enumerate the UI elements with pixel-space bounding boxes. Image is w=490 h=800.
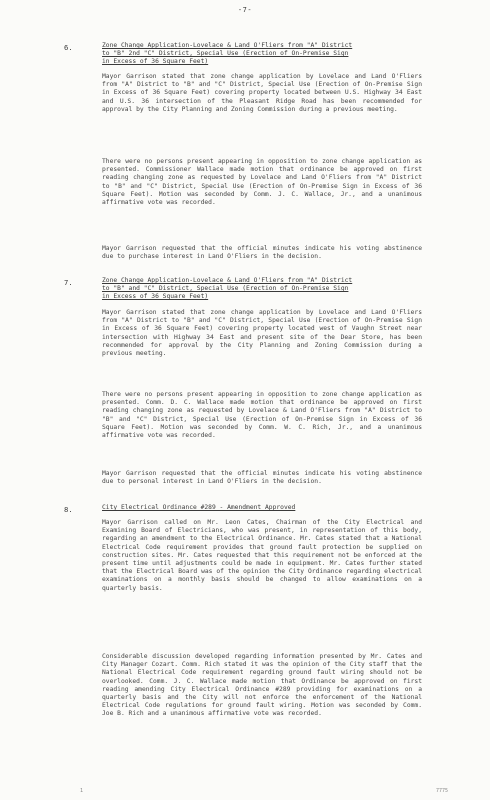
item-number: 7.: [64, 278, 73, 287]
item-paragraph: There were no persons present appearing in opposition to zone change application as presented. Commissioner Wallace made motion that ordinance be approved on first reading changing zone as requested by Lovelace and Land O'Fliers from "A" District to "B" and "C" District, Special Use (Erection of On-Premise Sign in Excess of 36 Square Feet). Motion was seconded by Comm. J. C. Wallace, Jr., and a unanimous affirmative vote was recorded.: [102, 158, 422, 207]
item-paragraph: There were no persons present appearing in opposition to zone change application as presented. Comm. D. C. Wallace made motion that ordinance be approved on first reading changing zone as requested by Lovelace & Land O'Fliers from "A" District to "B" and "C" District, Special Use (Erection of On-Premise Sign in Excess of 36 Square Feet). Motion was seconded by Comm. W. C. Rich, Jr., and a unanimous affirmative vote was recorded.: [102, 391, 422, 440]
item-number: 6.: [64, 43, 73, 52]
item-heading: City Electrical Ordinance #289 - Amendment Approved: [102, 504, 296, 511]
item-paragraph: Mayor Garrison called on Mr. Leon Cates, Chairman of the City Electrical and Examining Board of Electricians, who was present, in representation of this body, regarding an amendment to the Electrical Ordinance. Mr. Cates stated that a National Electrical Code requirement provides that ground fault protection be supplied on construction sites. Mr. Cates requested that this requirement not be enforced at the present time until adjustments could be made in equipment. Mr. Cates further stated that the Electrical Board was of the opinion the City Ordinance regarding electrical examinations on a monthly basis should be changed to allow examinations on a quarterly basis.: [102, 519, 422, 592]
item-number: 8.: [64, 505, 73, 514]
footer-left-mark: 1: [80, 788, 84, 794]
item-paragraph: Considerable discussion developed regarding information presented by Mr. Cates and City Manager Cozart. Comm. Rich stated it was the opinion of the City staff that the National Electrical Code requirement regarding ground fault wiring should not be overlooked. Comm. J. C. Wallace made motion that Ordinance be approved on first reading amending City Electrical Ordinance #289 providing for examinations on a quarterly basis and the City will not enforce the enforcement of the National Electrical Code regulations for ground fault wiring. Motion was seconded by Comm. Joe B. Rich and a unanimous affirmative vote was recorded.: [102, 653, 422, 718]
item-paragraph: Mayor Garrison stated that zone change application by Lovelace and Land O'Fliers from "A" District to "B" and "C" District, Special Use (Erection of On-Premise Sign in Excess of 36 Square Feet) covering property located west of Vaughn Street near intersection with Highway 34 East and present site of the Dear Store, has been recommended for approval by the City Planning and Zoning Commission during a previous meeting.: [102, 309, 422, 358]
page-number: -7-: [237, 6, 253, 14]
item-heading: Zone Change Application-Lovelace & Land O'Fliers from "A" District to "B" 2nd "C" District, Special Use (Erection of On-Premise Sign in Excess of 36 Square Feet): [102, 42, 353, 66]
footer-right-mark: 7775: [435, 788, 448, 794]
item-heading: Zone Change Application-Lovelace & Land O'Fliers from "A" District to "B" and "C" District, Special Use (Erection of On-Premise Sign in Excess of 36 Square Feet): [102, 277, 353, 301]
item-paragraph: Mayor Garrison requested that the official minutes indicate his voting abstinence due to purchase interest in Land O'Fliers in the decision.: [102, 245, 422, 261]
item-paragraph: Mayor Garrison stated that zone change application by Lovelace and Land O'Fliers from "A" District to "B" and "C" District, Special Use (Erection of On-Premise Sign in Excess of 36 Square Feet) covering property located between U.S. Highway 34 East and U.S. 36 intersection of the Pleasant Ridge Road has been recommended for approval by the City Planning and Zoning Commission during a previous meeting.: [102, 73, 422, 113]
item-paragraph: Mayor Garrison requested that the official minutes indicate his voting abstinence due to personal interest in Land O'Fliers in the decision.: [102, 470, 422, 486]
